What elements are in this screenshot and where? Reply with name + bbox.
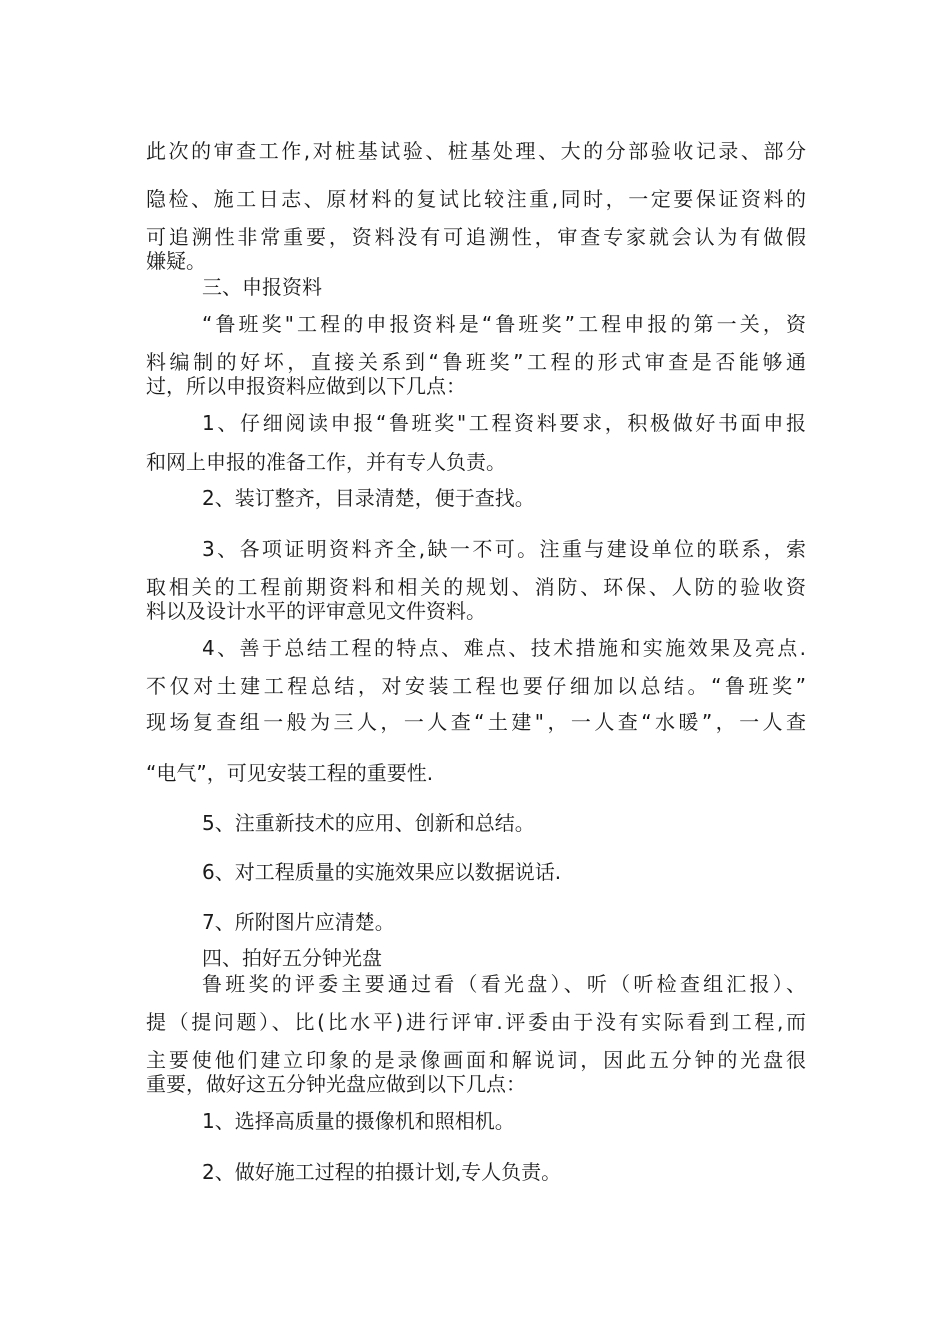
text-line: 隐检、施工日志、原材料的复试比较注重,同时，一定要保证资料的 — [146, 187, 806, 211]
paragraph-first-line: 鲁班奖的评委主要通过看（看光盘）、听（听检查组汇报）、 — [202, 972, 806, 996]
text-line: 料编制的好坏，直接关系到“鲁班奖”工程的形式审查是否能够通 — [146, 350, 806, 374]
list-item: 2、做好施工过程的拍摄计划,专人负责。 — [202, 1160, 562, 1184]
section-heading: 三、申报资料 — [202, 275, 322, 299]
list-item: 1、仔细阅读申报“鲁班奖"工程资料要求，积极做好书面申报 — [202, 411, 806, 435]
text-line: 和网上申报的准备工作，并有专人负责。 — [146, 450, 506, 474]
list-item: 6、对工程质量的实施效果应以数据说话. — [202, 860, 562, 884]
list-item: 4、善于总结工程的特点、难点、技术措施和实施效果及亮点. — [202, 636, 806, 660]
text-line: 此次的审查工作,对桩基试验、桩基处理、大的分部验收记录、部分 — [146, 139, 806, 163]
paragraph-first-line: “鲁班奖"工程的申报资料是“鲁班奖”工程申报的第一关，资 — [202, 312, 806, 336]
text-line: “电气”，可见安装工程的重要性. — [146, 761, 434, 785]
text-line: 过，所以申报资料应做到以下几点： — [146, 374, 466, 398]
text-line: 料以及设计水平的评审意见文件资料。 — [146, 599, 486, 623]
text-line: 不仅对土建工程总结，对安装工程也要仔细加以总结。“鲁班奖” — [146, 674, 806, 698]
text-line: 重要，做好这五分钟光盘应做到以下几点： — [146, 1072, 526, 1096]
section-heading: 四、拍好五分钟光盘 — [202, 946, 382, 970]
text-line: 现场复查组一般为三人，一人查“土建"，一人查“水暖”，一人查 — [146, 710, 806, 734]
list-item: 3、各项证明资料齐全,缺一不可。注重与建设单位的联系，索 — [202, 537, 806, 561]
text-line: 可追溯性非常重要，资料没有可追溯性，审查专家就会认为有做假 — [146, 225, 806, 249]
text-line: 提（提问题）、比(比水平)进行评审.评委由于没有实际看到工程,而 — [146, 1010, 806, 1034]
list-item: 5、注重新技术的应用、创新和总结。 — [202, 811, 535, 835]
text-line: 嫌疑。 — [146, 249, 206, 273]
list-item: 7、所附图片应清楚。 — [202, 910, 395, 934]
text-line: 取相关的工程前期资料和相关的规划、消防、环保、人防的验收资 — [146, 575, 806, 599]
text-line: 主要使他们建立印象的是录像画面和解说词，因此五分钟的光盘很 — [146, 1048, 806, 1072]
list-item: 1、选择高质量的摄像机和照相机。 — [202, 1109, 515, 1133]
list-item: 2、装订整齐，目录清楚，便于查找。 — [202, 486, 535, 510]
